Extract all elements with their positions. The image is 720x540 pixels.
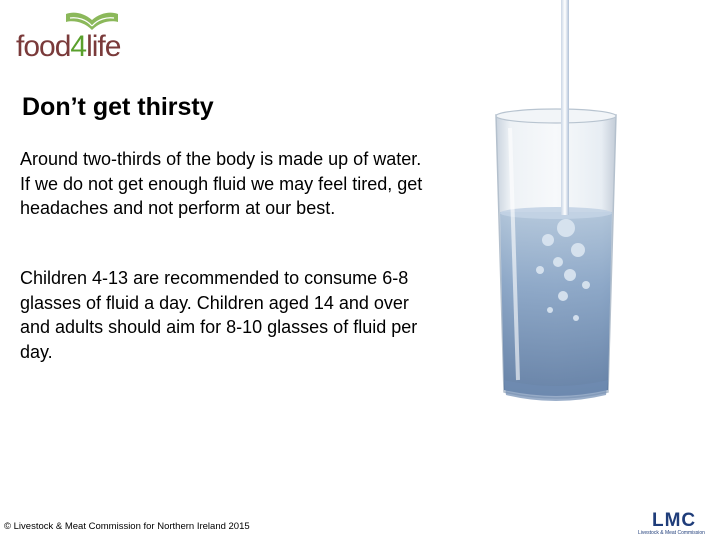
water-glass-image	[478, 0, 638, 410]
book-icon	[64, 8, 120, 32]
copyright-footer: © Livestock & Meat Commission for Northern Ireland 2015	[4, 521, 250, 532]
page-title: Don’t get thirsty	[22, 93, 214, 121]
food4life-logo	[14, 8, 144, 64]
logo-wordmark: food4life	[16, 30, 121, 63]
paragraph-body-water: Around two-thirds of the body is made up of water. If we do not get enough fluid we may feel tired, get headaches and not perform at our best.	[20, 149, 423, 218]
lmc-logo: LMC Livestock & Meat Commission	[638, 510, 705, 536]
paragraph-fluid-recommendation: Children 4-13 are recommended to consume 6-8 glasses of fluid a day. Children aged 14 and over and adults should aim for 8-10 glasses of fluid per day.	[20, 268, 418, 362]
